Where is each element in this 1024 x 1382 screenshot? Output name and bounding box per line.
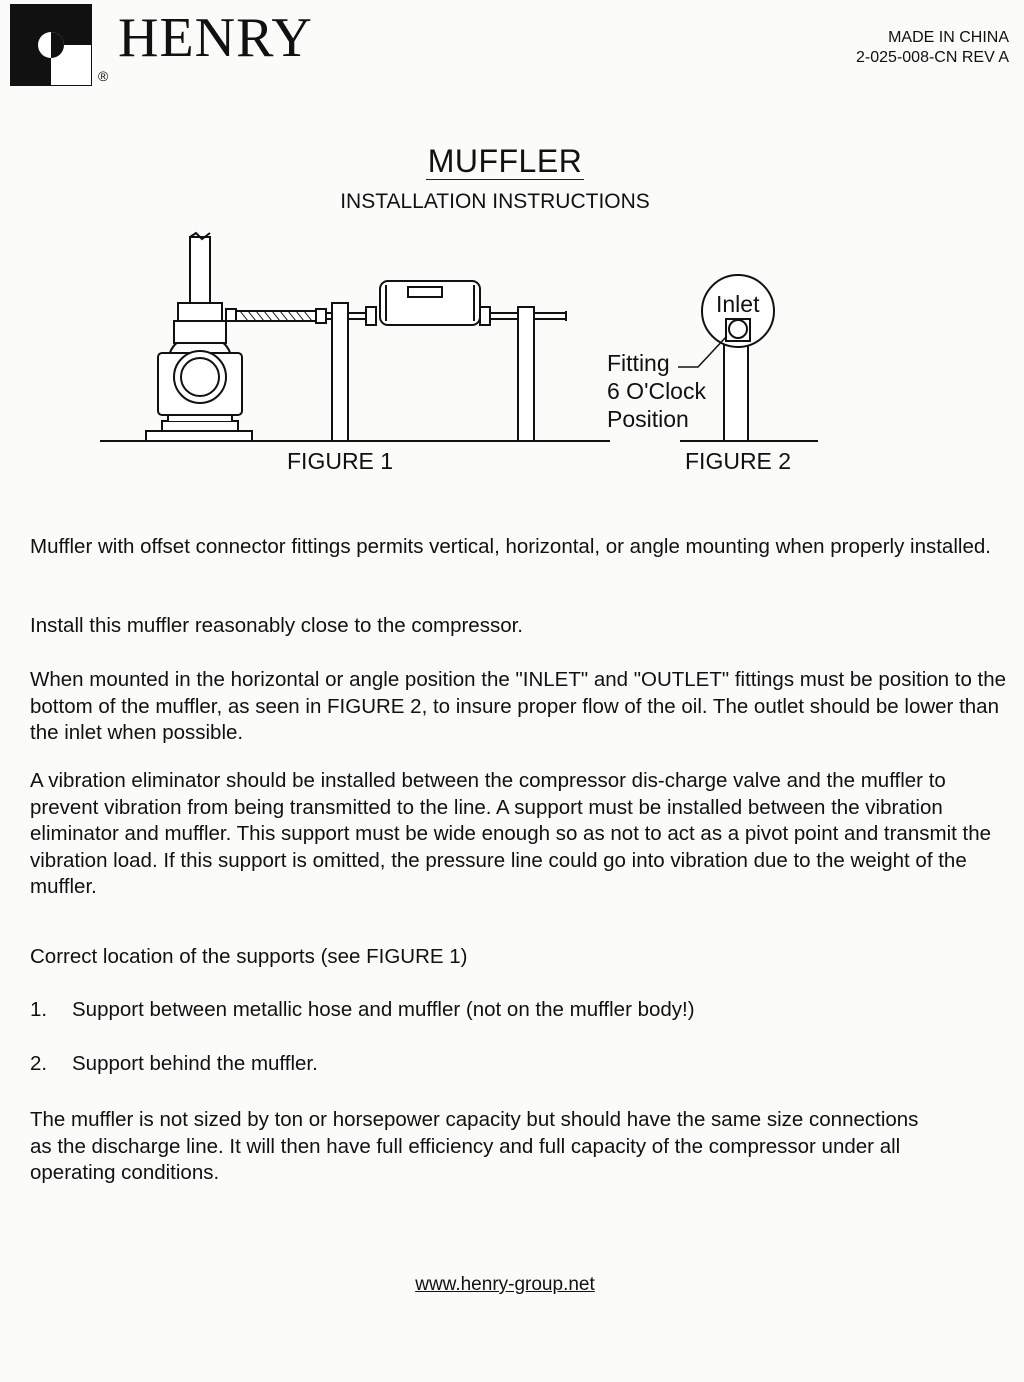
paragraph-supports-heading: Correct location of the supports (see FIGURE 1) [30, 945, 468, 968]
list-item-number: 2. [30, 1052, 48, 1075]
paragraph-fitting-position: When mounted in the horizontal or angle position the "INLET" and "OUTLET" fittings must be position to the bottom of the muffler, as seen in FIGURE 2, to insure proper flow of the oil. The outlet should be lower than the inlet when possible. [30, 668, 1007, 744]
website-link[interactable]: www.henry-group.net [415, 1274, 595, 1295]
document-code: 2-025-008-CN REV A [856, 49, 1009, 66]
made-in-label: MADE IN CHINA [888, 29, 1009, 46]
paragraph-vibration: A vibration eliminator should be installed between the compressor dis-charge valve and the muffler to prevent vibration from being transmitted to the line. A support must be installed between the vibration eliminator and muffler. This support must be wide enough so as not to act as a pivot point and transmit the vibration load. If this support is omitted, the pressure line could go into vibration due to the weight of the muffler. [30, 769, 992, 898]
fig2-support [724, 345, 748, 441]
support-1 [332, 303, 348, 441]
compressor-base [146, 431, 252, 441]
list-item: Support between metallic hose and muffler (not on the muffler body!) [72, 998, 695, 1021]
henry-logo [10, 4, 92, 86]
document-meta [856, 28, 1009, 68]
fitting-position-label: Fitting 6 O'Clock Position [607, 350, 706, 432]
inlet-label: Inlet [716, 291, 760, 317]
page-subtitle: INSTALLATION INSTRUCTIONS [340, 190, 650, 213]
brand-name: HENRY [118, 7, 313, 69]
paragraph-mounting: Muffler with offset connector fittings permits vertical, horizontal, or angle mounting when properly installed. [30, 535, 991, 558]
page-title: MUFFLER [427, 143, 583, 179]
list-item-number: 1. [30, 998, 48, 1021]
list-item: Support behind the muffler. [72, 1052, 318, 1075]
registered-mark: ® [98, 68, 109, 84]
inlet-fitting [729, 320, 747, 338]
figure-2-caption: FIGURE 2 [685, 448, 792, 474]
paragraph-sizing: The muffler is not sized by ton or horsepower capacity but should have the same size connections as the discharge line. It will then have full efficiency and full capacity of the compressor under all operating conditions. [30, 1108, 919, 1184]
figure-1-caption: FIGURE 1 [287, 448, 394, 474]
paragraph-location: Install this muffler reasonably close to the compressor. [30, 614, 523, 637]
support-2 [518, 307, 534, 441]
installation-diagram [90, 225, 830, 475]
